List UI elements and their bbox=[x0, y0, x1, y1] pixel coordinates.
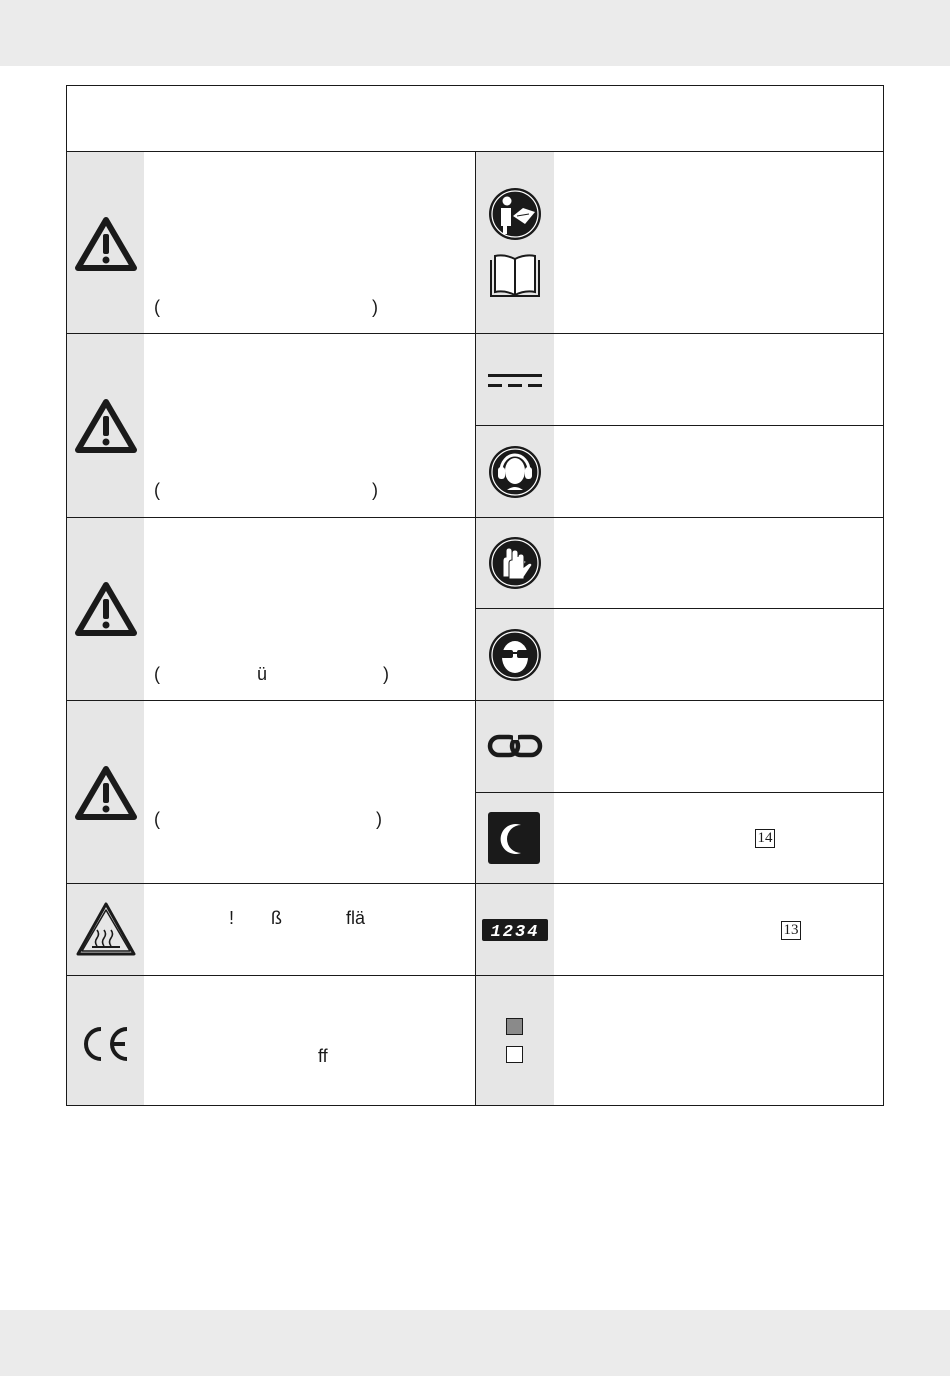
direct-current-icon bbox=[487, 372, 543, 390]
wear-gloves-icon bbox=[487, 535, 543, 591]
manual-book-icon bbox=[487, 252, 543, 300]
paren-open: ( bbox=[154, 664, 160, 684]
charge-indicator-icon bbox=[487, 811, 541, 865]
ear-protection-icon bbox=[487, 444, 543, 500]
row-divider bbox=[67, 883, 883, 884]
warning-triangle-icon bbox=[74, 216, 138, 272]
digital-display-icon bbox=[482, 919, 548, 941]
paren-close: ) bbox=[376, 809, 382, 829]
paren-open: ( bbox=[154, 480, 160, 500]
top-band bbox=[0, 0, 950, 66]
paren-close: ) bbox=[383, 664, 389, 684]
paren-open: ( bbox=[154, 809, 160, 829]
row-divider bbox=[67, 333, 883, 334]
display-digits: 1234 bbox=[490, 923, 540, 941]
reference-number-13: 13 bbox=[781, 921, 801, 940]
warning-triangle-icon bbox=[74, 398, 138, 454]
text-fragment: flä bbox=[346, 908, 366, 928]
paren-close: ) bbox=[372, 297, 378, 317]
ce-mark-icon bbox=[80, 1026, 132, 1062]
umlaut-fragment: ü bbox=[257, 664, 268, 684]
text-fragment: ß bbox=[271, 908, 282, 928]
row-divider bbox=[67, 700, 883, 701]
warning-triangle-icon bbox=[74, 581, 138, 637]
read-manual-icon bbox=[487, 186, 543, 242]
eye-protection-icon bbox=[487, 627, 543, 683]
row-divider bbox=[67, 975, 883, 976]
reference-number-14: 14 bbox=[755, 829, 775, 848]
row-divider bbox=[476, 792, 883, 793]
row-divider bbox=[67, 517, 883, 518]
row-divider bbox=[476, 425, 883, 426]
filled-square-icon bbox=[506, 1018, 523, 1035]
center-divider bbox=[475, 152, 476, 1105]
row-divider bbox=[476, 608, 883, 609]
symbols-table bbox=[66, 85, 884, 1106]
warning-triangle-icon bbox=[74, 765, 138, 821]
paren-close: ) bbox=[372, 480, 378, 500]
text-fragment: ! bbox=[229, 908, 235, 928]
bottom-band bbox=[0, 1310, 950, 1376]
hot-surface-warning-icon bbox=[74, 900, 138, 958]
text-fragment: ff bbox=[318, 1046, 328, 1066]
paren-open: ( bbox=[154, 297, 160, 317]
chain-link-icon bbox=[487, 733, 543, 759]
empty-square-icon bbox=[506, 1046, 523, 1063]
